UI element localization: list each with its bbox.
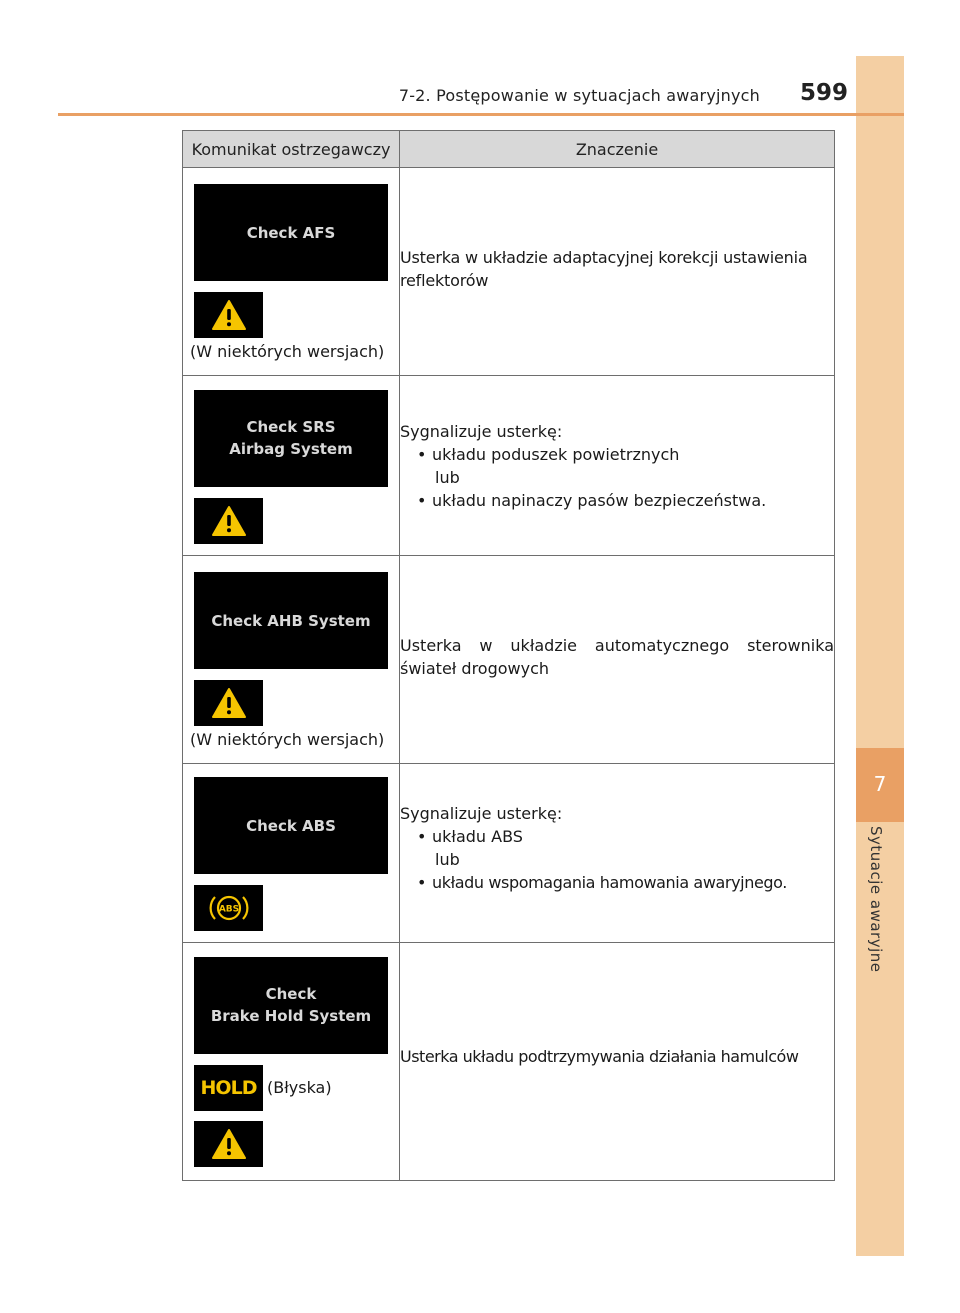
meaning-text: Usterka układu podtrzymywania działania hamulców: [400, 1047, 799, 1066]
meaning-intro: Sygnalizuje usterkę:: [400, 804, 563, 823]
meaning-cell: [400, 168, 835, 376]
column-header-message: Komunikat ostrzegawczy: [183, 131, 400, 168]
table-row: [183, 943, 835, 1181]
meaning-item: • układu napinaczy pasów bezpieczeństwa.: [417, 490, 767, 510]
table-row: [183, 376, 835, 556]
display-screen: [194, 184, 388, 281]
message-cell: [183, 376, 400, 556]
screen-text-line: Check SRS: [246, 418, 336, 436]
message-cell: [183, 168, 400, 376]
abs-icon: [194, 885, 263, 931]
meaning-cell: [400, 764, 835, 943]
message-cell: [183, 556, 400, 764]
meaning-item: • układu poduszek powietrznych: [417, 444, 680, 464]
table-row: [183, 556, 835, 764]
screen-text: Check AFS: [246, 223, 336, 242]
hold-icon: [194, 1065, 263, 1111]
table-row: [183, 168, 835, 376]
connector-text: lub: [435, 467, 460, 487]
header-rule: [58, 113, 904, 116]
meaning-intro: Sygnalizuje usterkę:: [400, 421, 563, 441]
section-title: 7-2. Postępowanie w sytuacjach awaryjnych: [398, 86, 760, 105]
display-screen: [194, 777, 388, 874]
hold-indicator-row: [194, 1054, 399, 1111]
meaning-item: • układu ABS: [417, 827, 523, 846]
chapter-number: 7: [873, 772, 887, 796]
display-screen: [194, 390, 388, 487]
meaning-item-text: układu poduszek powietrznych: [432, 444, 680, 464]
screen-text-line: Check: [265, 985, 317, 1003]
meaning-item: • układu wspomagania hamowania awaryjnego.: [417, 873, 787, 892]
message-cell: [183, 943, 400, 1181]
meaning-cell: [400, 943, 835, 1181]
meaning-item-text: układu napinaczy pasów bezpieczeństwa.: [432, 490, 767, 510]
abs-icon-label: ABS: [218, 904, 239, 915]
flash-note: (Błyska): [267, 1078, 332, 1097]
meaning-item-text: układu wspomagania hamowania awaryjnego.: [432, 873, 787, 892]
screen-text: Check AHB System: [211, 611, 371, 630]
warning-triangle-icon: [194, 292, 263, 338]
page-number: 599: [799, 80, 848, 106]
screen-text: Check ABS: [246, 816, 336, 835]
message-cell: [183, 764, 400, 943]
warning-triangle-icon: [194, 498, 263, 544]
table-header-row: [183, 131, 835, 168]
version-note: (W niektórych wersjach): [190, 730, 385, 749]
meaning-cell: [400, 376, 835, 556]
display-screen: [194, 572, 388, 669]
column-header-meaning: Znaczenie: [400, 131, 835, 168]
chapter-label: Sytuacje awaryjne: [867, 826, 885, 973]
meaning-text: Usterka w układzie adaptacyjnej korekcji ustawienia reflektorów: [400, 247, 808, 290]
connector-text: lub: [435, 850, 460, 869]
warning-triangle-icon: [194, 1121, 263, 1167]
meaning-cell: [400, 556, 835, 764]
warning-messages-table: [182, 130, 835, 1181]
screen-text-line: Airbag System: [229, 440, 353, 458]
meaning-item-text: układu ABS: [432, 827, 523, 846]
side-strip: [856, 56, 904, 1256]
version-note: (W niektórych wersjach): [190, 342, 385, 361]
table-row: [183, 764, 835, 943]
hold-icon-label: HOLD: [200, 1076, 257, 1099]
meaning-text: Usterka w układzie automatycznego sterownika świateł drogowych: [400, 635, 834, 678]
display-screen: [194, 957, 388, 1054]
screen-text-line: Brake Hold System: [210, 1007, 372, 1025]
warning-triangle-icon: [194, 680, 263, 726]
